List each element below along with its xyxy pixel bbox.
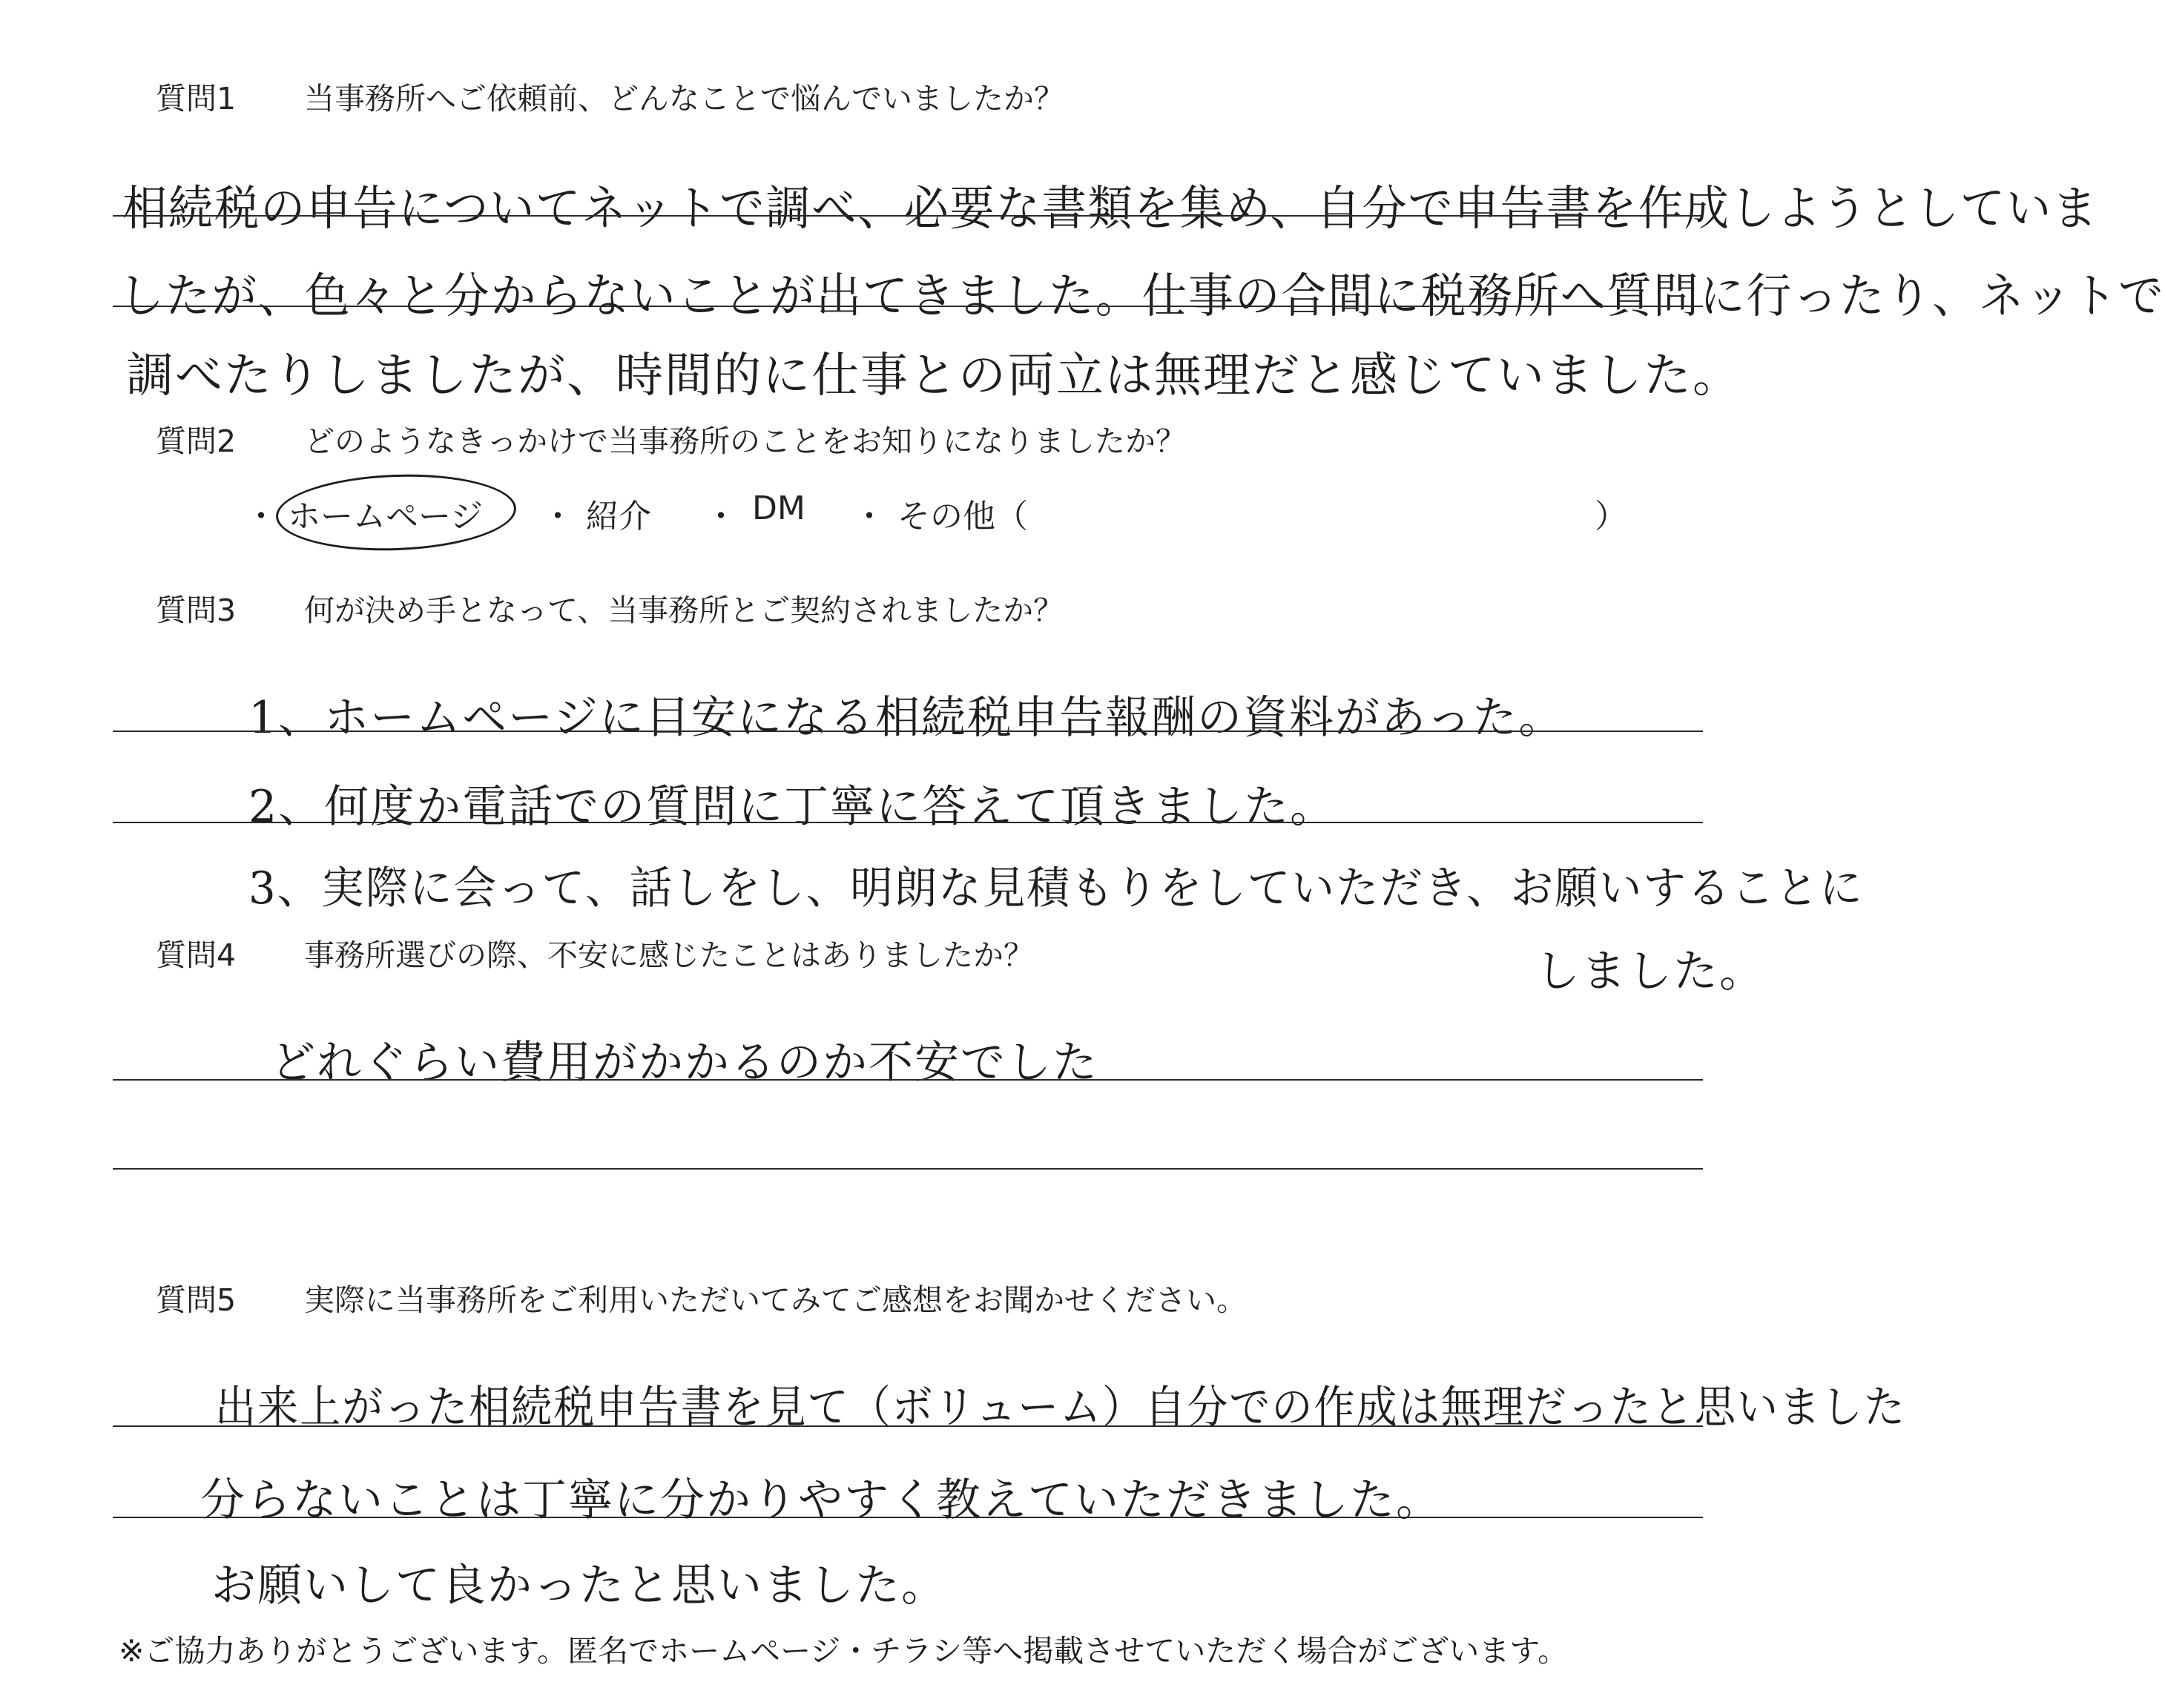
- answer-rule: [113, 215, 1703, 217]
- option-homepage[interactable]: ホームページ: [288, 498, 484, 535]
- selection-circle: [274, 470, 517, 554]
- option-other[interactable]: その他（: [897, 498, 1028, 535]
- question-2-label: 質問2: [156, 423, 237, 459]
- answer-rule: [113, 1168, 1703, 1170]
- answer-rule: [113, 306, 1703, 307]
- answer-rule: [113, 1079, 1703, 1081]
- question-3-text: 何が決め手となって、当事務所とご契約されましたか？: [304, 593, 1064, 628]
- answer-4-line-1: どれぐらい費用がかかるのか不安でした: [271, 1037, 1098, 1089]
- option-bullet: ・: [245, 498, 277, 535]
- answer-5-line-2: 分らないことは丁寧に分かりやすく教えていただきました。: [200, 1474, 1442, 1526]
- question-5: [156, 1276, 1247, 1319]
- question-5-text: 実際に当事務所をご利用いただいてみてご感想をお聞かせください。: [304, 1282, 1247, 1318]
- option-other-close: ）: [1595, 498, 1627, 535]
- answer-3-line-3: 3、実際に会って、話しをし、明朗な見積もりをしていただき、お願いすることに: [248, 863, 1864, 914]
- question-4-label: 質問4: [156, 937, 237, 973]
- question-1-label: 質問1: [156, 81, 237, 116]
- answer-rule: [113, 1517, 1703, 1518]
- question-3: [156, 586, 1064, 630]
- answer-5-line-1: 出来上がった相続税申告書を見て（ボリューム）自分での作成は無理だったと思いました: [215, 1382, 1906, 1434]
- option-bullet: ・: [541, 498, 574, 535]
- answer-1-line-3: 調べたりしましたが、時間的に仕事との両立は無理だと感じていました。: [126, 349, 1741, 403]
- answer-3-line-2: 2、何度か電話での質問に丁寧に答えて頂きました。: [248, 781, 1337, 833]
- question-1: [156, 74, 1064, 118]
- option-dm[interactable]: DM: [752, 489, 805, 527]
- answer-rule: [113, 731, 1703, 732]
- question-5-label: 質問5: [156, 1282, 237, 1318]
- answer-1-line-1: 相続税の申告についてネットで調べ、必要な書類を集め、自分で申告書を作成しようとしていま: [122, 182, 2099, 237]
- answer-rule: [113, 1425, 1703, 1427]
- answer-3-line-4: しました。: [1535, 946, 1765, 998]
- answer-rule: [113, 822, 1703, 823]
- option-bullet: ・: [705, 498, 737, 535]
- question-4: [156, 931, 1034, 975]
- option-bullet: ・: [853, 498, 886, 535]
- question-2-text: どのようなきっかけで当事務所のことをお知りになりましたか？: [304, 423, 1186, 459]
- question-3-label: 質問3: [156, 593, 237, 628]
- answer-5-line-3: お願いして良かったと思いました。: [211, 1560, 947, 1612]
- answer-1-line-2: したが、色々と分からないことが出てきました。仕事の合間に税務所へ質問に行ったり、ネットで: [119, 269, 2165, 324]
- question-2: [156, 417, 1186, 461]
- question-1-text: 当事務所へご依頼前、どんなことで悩んでいましたか？: [304, 81, 1064, 116]
- answer-3-line-1: 1、ホームページに目安になる相続税申告報酬の資料があった。: [248, 692, 1565, 744]
- footer-note: ※ご協力ありがとうございます。匿名でホームページ・チラシ等へ掲載させていただく場合がございます。: [119, 1633, 1568, 1669]
- question-4-text: 事務所選びの際、不安に感じたことはありましたか？: [304, 937, 1034, 973]
- option-referral[interactable]: 紹介: [586, 498, 651, 535]
